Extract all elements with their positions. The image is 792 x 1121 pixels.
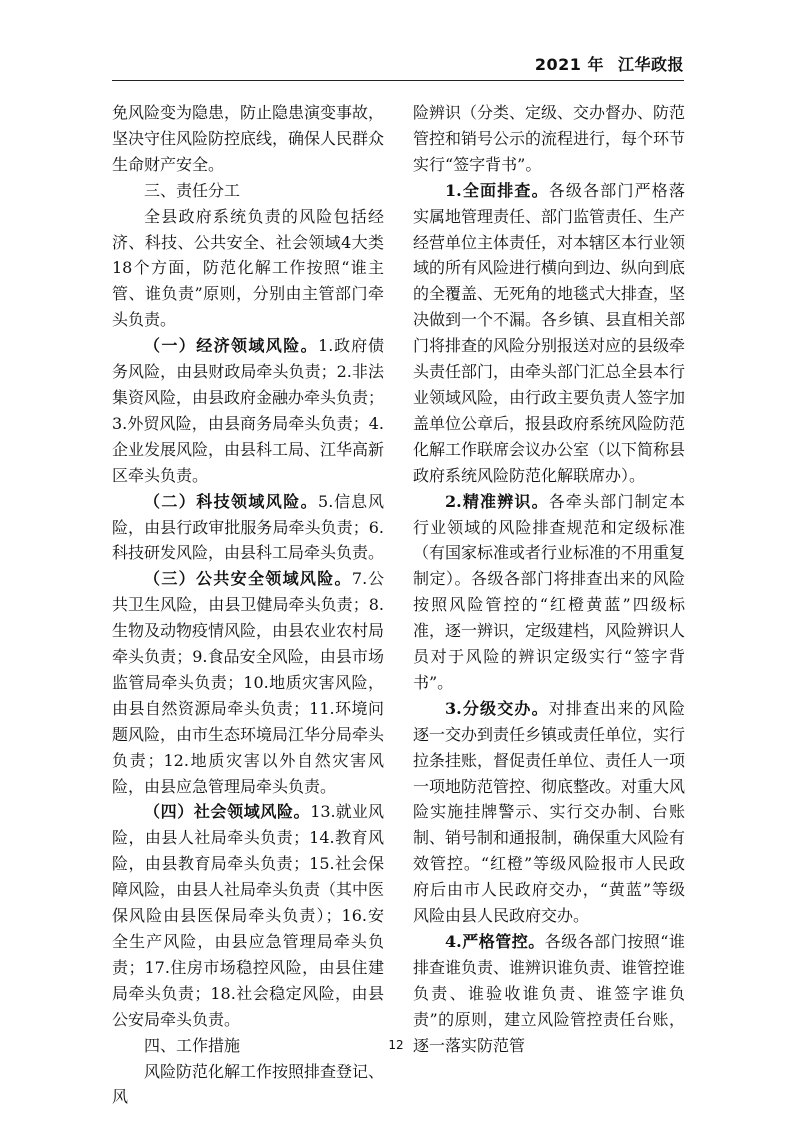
economic-risk-body: 1.政府债务风险，由县财政局牵头负责；2.非法集资风险，由县政府金融办牵头负责；3.外贸风险，由县商务局牵头负责；4.企业发展风险，由县科工局、江华高新区牵头负责。 — [112, 336, 385, 485]
running-header — [535, 52, 684, 75]
paragraph-measures: 风险防范化解工作按照排查登记、风 — [112, 1061, 385, 1107]
paragraph-social-risk — [112, 799, 384, 1032]
public-safety-risk-body: 7.公共卫生风险，由县卫健局牵头负责；8.生物及动物疫情风险，由县农业农村局牵头负责；9.食品安全风险，由县市场监管局牵头负责；10.地质灾害风险，由县自然资源局牵头负责；11.环境问题风险，由市生态环境局江华分局牵头负责；12.地质灾害以外自然灾害风险，由县应急管理局牵头负责。 — [112, 569, 385, 796]
paragraph-full-screening — [413, 178, 685, 489]
paragraph-continued: 免风险变为隐患，防止隐患演变事故，坚决守住风险防控底线，确保人民群众生命财产安全。 — [112, 103, 385, 174]
header-year: 2021 年 — [534, 55, 604, 74]
paragraph-continued: 险辨识（分类、定级、交办督办、防范管控和销号公示的流程进行，每个环节实行“签字背书”。 — [413, 103, 686, 174]
paragraph-precise-identification — [413, 489, 685, 696]
graded-assignment-body: 对排查出来的风险逐一交办到责任乡镇或责任单位，实行拉条挂账，督促责任单位、责任人一项一项地防范管控、彻底整改。对重大风险实施挂牌警示、实行交办制、台账制、销号制和通报制，确保重大风险有效管控。“红橙”等级风险报市人民政府后由市人民政府交办，“黄蓝”等级风险由县人民政府交办。 — [413, 698, 686, 926]
graded-assignment-title: 3.分级交办。 — [445, 698, 549, 718]
section-heading-measures: 四、工作措施 — [144, 1035, 241, 1055]
strict-control-title: 4.严格管控。 — [445, 932, 545, 951]
precise-identification-title: 2.精准辨识。 — [445, 491, 549, 511]
economic-risk-title: （一）经济领域风险。 — [144, 336, 319, 356]
section-heading-duties: 三、责任分工 — [144, 180, 241, 200]
tech-risk-title: （二）科技领域风险。 — [144, 491, 319, 511]
header-journal-title: 江华政报 — [617, 55, 684, 74]
page-number: 12 — [388, 1038, 404, 1052]
paragraph-economic-risk — [112, 333, 384, 488]
right-column — [413, 100, 685, 1059]
social-risk-title: （四）社会领域风险。 — [144, 802, 311, 822]
paragraph-public-safety-risk — [112, 566, 384, 799]
full-screening-title: 1.全面排查。 — [445, 180, 549, 200]
precise-identification-body: 各牵头部门制定本行业领域的风险排查规范和定级标准（有国家标准或者行业标准的不用重复制定）。各级各部门将排查出来的风险按照风险管控的“红橙黄蓝”四级标准，逐一辨识，定级建档，风险辨识人员对于风险的辨识定级实行“签字背书”。 — [413, 491, 686, 692]
tech-risk-body: 5.信息风险，由县行政审批服务局牵头负责；6.科技研发风险，由县科工局牵头负责。 — [112, 491, 385, 563]
strict-control-body: 各级各部门按照“谁排查谁负责、谁辨识谁负责、谁管控谁负责、谁验收谁负责、谁签字谁负责”的原则，建立风险管控责任台账，逐一落实防范管 — [413, 932, 686, 1055]
social-risk-body: 13.就业风险，由县人社局牵头负责；14.教育风险，由县教育局牵头负责；15.社会保障风险，由县人社局牵头负责（其中医保风险由县医保局牵头负责）；16.安全生产风险，由县应急管理局牵头负责；17.住房市场稳控风险，由县住建局牵头负责；18.社会稳定风险，由县公安局牵头负责。 — [112, 802, 385, 1029]
header-rule — [112, 80, 684, 81]
paragraph-duties: 全县政府系统负责的风险包括经济、科技、公共安全、社会领域4大类18个方面，防范化解工作按照“谁主管、谁负责”原则，分别由主管部门牵头负责。 — [112, 206, 384, 330]
paragraph-tech-risk — [112, 489, 384, 567]
public-safety-risk-title: （三）公共安全领域风险。 — [144, 569, 352, 589]
left-column — [112, 100, 384, 1110]
full-screening-body: 各级各部门严格落实属地管理责任、部门监管责任、生产经营单位主体责任，对本辖区本行业领域的所有风险进行横向到边、纵向到底的全覆盖、无死角的地毯式大排查，坚决做到一个不漏。各乡镇、县直相关部门将排查的风险分别报送对应的县级牵头责任部门，由牵头部门汇总全县本行业领域风险，由行政主要负责人签字加盖单位公章后，报县政府系统风险防范化解工作联席会议办公室（以下简称县政府系统风险防范化解联席办）。 — [413, 180, 686, 485]
paragraph-graded-assignment — [413, 696, 685, 929]
